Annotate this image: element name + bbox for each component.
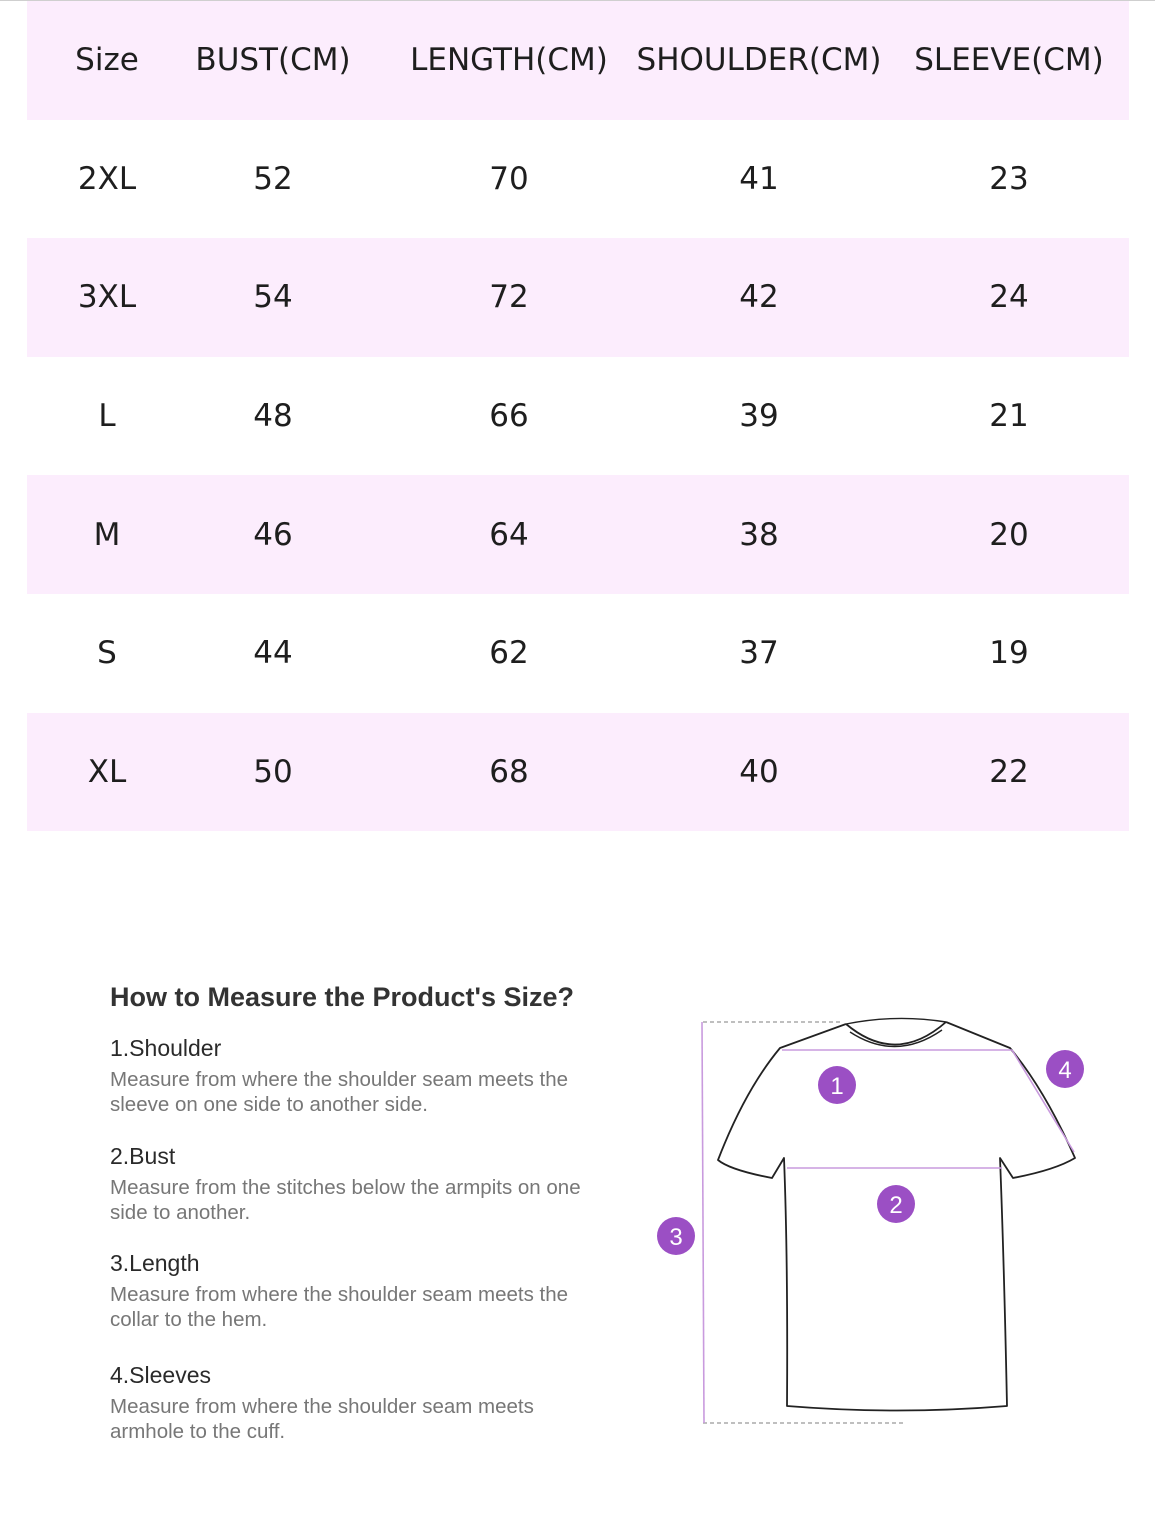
step-description: Measure from where the shoulder seam meets armhole to the cuff. <box>110 1395 534 1443</box>
cell-bust: 54 <box>253 279 293 316</box>
marker-bust <box>877 1185 915 1223</box>
cell-length: 62 <box>489 635 529 672</box>
table-row <box>27 475 1129 594</box>
cell-bust: 52 <box>253 160 293 197</box>
header-shoulder: SHOULDER(CM) <box>636 42 882 79</box>
step-title: 4.Sleeves <box>110 1362 212 1388</box>
marker-label: 3 <box>669 1224 683 1251</box>
step-length <box>110 1248 630 1332</box>
cell-bust: 44 <box>253 635 293 672</box>
step-shoulder <box>110 1033 630 1117</box>
marker-label: 2 <box>889 1192 903 1219</box>
step-sleeves <box>110 1360 630 1444</box>
header-length: LENGTH(CM) <box>410 42 608 79</box>
cell-length: 64 <box>489 516 529 553</box>
table-row <box>27 357 1129 476</box>
size-chart-table <box>27 1 1129 831</box>
cell-shoulder: 38 <box>739 516 779 553</box>
cell-bust: 48 <box>253 398 293 435</box>
cell-shoulder: 37 <box>739 635 779 672</box>
cell-length: 70 <box>489 160 529 197</box>
header-bust: BUST(CM) <box>195 42 351 79</box>
step-description: Measure from where the shoulder seam meets the collar to the hem. <box>110 1283 569 1331</box>
cell-bust: 46 <box>253 516 293 553</box>
marker-label: 1 <box>830 1073 844 1100</box>
measuring-guide <box>110 975 630 1443</box>
cell-size: 3XL <box>77 279 137 316</box>
cell-length: 66 <box>489 398 529 435</box>
step-description: Measure from where the shoulder seam meets the sleeve on one side to another side. <box>110 1068 569 1116</box>
header-size: Size <box>75 42 139 79</box>
table-header-row <box>27 1 1129 120</box>
step-description: Measure from the stitches below the armpits on one side to another. <box>110 1176 581 1224</box>
cell-length: 68 <box>489 753 529 790</box>
cell-sleeve: 24 <box>989 279 1029 316</box>
cell-sleeve: 22 <box>989 753 1029 790</box>
cell-size: 2XL <box>77 160 137 197</box>
guide-title: How to Measure the Product's Size? <box>110 982 574 1012</box>
cell-sleeve: 21 <box>989 398 1029 435</box>
marker-shoulder <box>818 1066 856 1104</box>
cell-length: 72 <box>489 279 529 316</box>
cell-size: M <box>93 516 121 553</box>
header-sleeve: SLEEVE(CM) <box>914 42 1104 79</box>
cell-size: XL <box>87 753 127 790</box>
cell-shoulder: 39 <box>739 398 779 435</box>
cell-sleeve: 20 <box>989 516 1029 553</box>
cell-size: L <box>98 398 116 435</box>
tshirt-measurement-diagram <box>650 1010 1100 1440</box>
table-row <box>27 120 1129 239</box>
cell-shoulder: 42 <box>739 279 779 316</box>
step-title: 1.Shoulder <box>110 1035 222 1061</box>
table-row <box>27 713 1129 832</box>
marker-sleeve <box>1046 1050 1084 1088</box>
cell-size: S <box>97 635 117 672</box>
cell-sleeve: 23 <box>989 160 1029 197</box>
cell-sleeve: 19 <box>989 635 1029 672</box>
marker-length <box>657 1217 695 1255</box>
marker-label: 4 <box>1058 1057 1072 1084</box>
length-measure-line <box>702 1022 704 1423</box>
cell-bust: 50 <box>253 753 293 790</box>
step-bust <box>110 1141 630 1225</box>
step-title: 3.Length <box>110 1250 200 1276</box>
cell-shoulder: 41 <box>739 160 779 197</box>
table-row <box>27 238 1129 357</box>
step-title: 2.Bust <box>110 1143 176 1169</box>
cell-shoulder: 40 <box>739 753 779 790</box>
table-row <box>27 594 1129 713</box>
